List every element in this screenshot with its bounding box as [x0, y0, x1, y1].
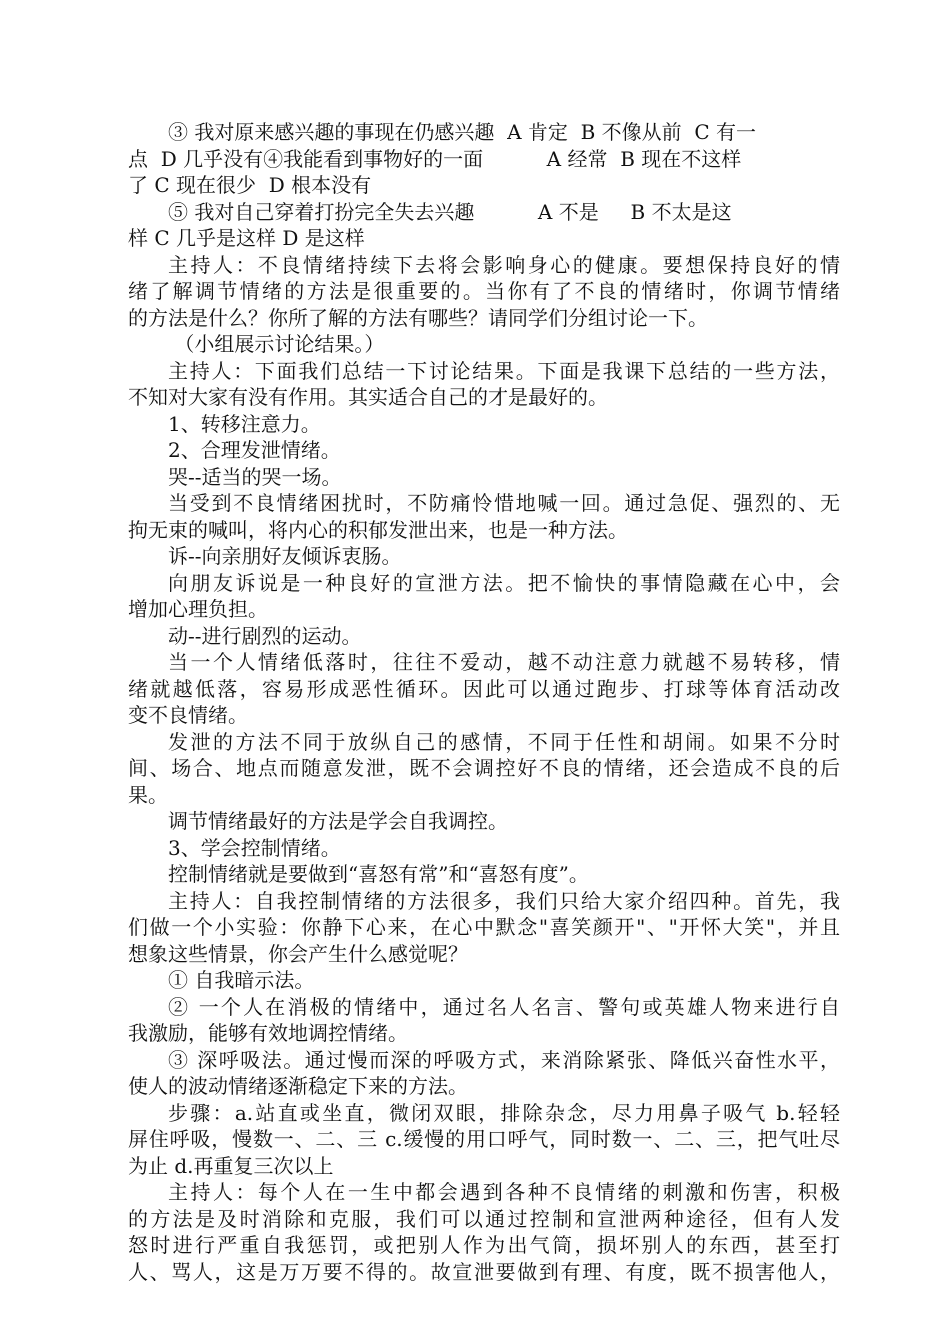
text-line: 2、合理发泄情绪。	[168, 438, 341, 462]
text-line: 主持人：下面我们总结一下讨论结果。下面是我课下总结的一些方法，	[168, 358, 840, 383]
text-line: 1、转移注意力。	[168, 411, 321, 436]
text-line: 间、场合、地点而随意发泄，既不会调控好不良的情绪，还会造成不良的后	[128, 756, 840, 780]
text-line: 主持人：不良情绪持续下去将会影响身心的健康。要想保持良好的情	[168, 252, 840, 277]
text-line: ③ 我对原来感兴趣的事现在仍感兴趣 A 肯定 B 不像从前 C 有一	[168, 120, 757, 144]
text-line: 3、学会控制情绪。	[168, 835, 341, 860]
text-line: 发泄的方法不同于放纵自己的感情，不同于任性和胡闹。如果不分时	[168, 729, 840, 754]
text-line: 拘无束的喊叫，将内心的积郁发泄出来，也是一种方法。	[128, 517, 628, 542]
text-line: 想象这些情景，你会产生什么感觉呢？	[128, 941, 468, 966]
text-line: （小组展示讨论结果。）	[168, 332, 385, 356]
text-line: 哭--适当的哭一场。	[168, 464, 342, 489]
text-line: 主持人：每个人在一生中都会遇到各种不良情绪的刺激和伤害，积极	[168, 1180, 840, 1204]
text-line: 使人的波动情绪逐渐稳定下来的方法。	[128, 1074, 468, 1098]
text-line: 增加心理负担。	[128, 597, 268, 621]
text-line: 动--进行剧烈的运动。	[168, 623, 362, 648]
text-line: 怒时进行严重自我惩罚，或把别人作为出气筒，损坏别人的东西，甚至打	[128, 1233, 840, 1257]
text-line: 们做一个小实验：你静下心来，在心中默念"喜笑颜开"、"开怀大笑"，并且	[128, 915, 840, 939]
document-body	[128, 119, 840, 1285]
text-line: 当一个人情绪低落时，往往不爱动，越不动注意力就越不易转移，情	[168, 650, 840, 674]
text-line: 的方法是及时消除和克服，我们可以通过控制和宣泄两种途径，但有人发	[128, 1206, 840, 1231]
text-line: 点 D 几乎没有④我能看到事物好的一面 A 经常 B 现在不这样	[128, 146, 742, 171]
text-line: 调节情绪最好的方法是学会自我调控。	[168, 809, 508, 833]
text-line: 为止 d.再重复三次以上	[128, 1153, 334, 1178]
text-line: ② 一个人在消极的情绪中，通过名人名言、警句或英雄人物来进行自	[168, 994, 840, 1019]
text-line: 了 C 现在很少 D 根本没有	[128, 173, 372, 197]
text-line: ③ 深呼吸法。通过慢而深的呼吸方式，来消除紧张、降低兴奋性水平，	[168, 1047, 840, 1072]
text-line: 的方法是什么？你所了解的方法有哪些？请同学们分组讨论一下。	[128, 305, 708, 330]
text-line: 变不良情绪。	[128, 703, 248, 727]
text-line: 不知对大家有没有作用。其实适合自己的才是最好的。	[128, 385, 608, 409]
text-line: 屏住呼吸，慢数一、二、三 c.缓慢的用口呼气，同时数一、二、三，把气吐尽	[128, 1127, 840, 1151]
text-line: 向朋友诉说是一种良好的宣泄方法。把不愉快的事情隐藏在心中，会	[168, 570, 840, 595]
text-line: 样 C 几乎是这样 D 是这样	[128, 226, 365, 250]
text-line: ① 自我暗示法。	[168, 968, 315, 992]
text-line: 绪就越低落，容易形成恶性循环。因此可以通过跑步、打球等体育活动改	[128, 676, 840, 701]
text-line: ⑤ 我对自己穿着打扮完全失去兴趣 A 不是 B 不太是这	[168, 199, 732, 224]
text-line: 人、骂人，这是万万要不得的。故宣泄要做到有理、有度，既不损害他人，	[128, 1259, 840, 1284]
text-line: 控制情绪就是要做到“喜怒有常”和“喜怒有度”。	[168, 862, 589, 886]
text-line: 我激励，能够有效地调控情绪。	[128, 1021, 408, 1045]
text-line: 当受到不良情绪困扰时，不防痛怜惜地喊一回。通过急促、强烈的、无	[168, 491, 840, 515]
text-line: 步骤：a.站直或坐直，微闭双眼，排除杂念，尽力用鼻子吸气 b.轻轻	[168, 1100, 840, 1125]
text-line: 主持人：自我控制情绪的方法很多，我们只给大家介绍四种。首先，我	[168, 888, 840, 913]
text-line: 诉--向亲朋好友倾诉衷肠。	[168, 544, 402, 568]
text-line: 绪了解调节情绪的方法是很重要的。当你有了不良的情绪时，你调节情绪	[128, 279, 840, 303]
text-line: 果。	[128, 782, 168, 807]
